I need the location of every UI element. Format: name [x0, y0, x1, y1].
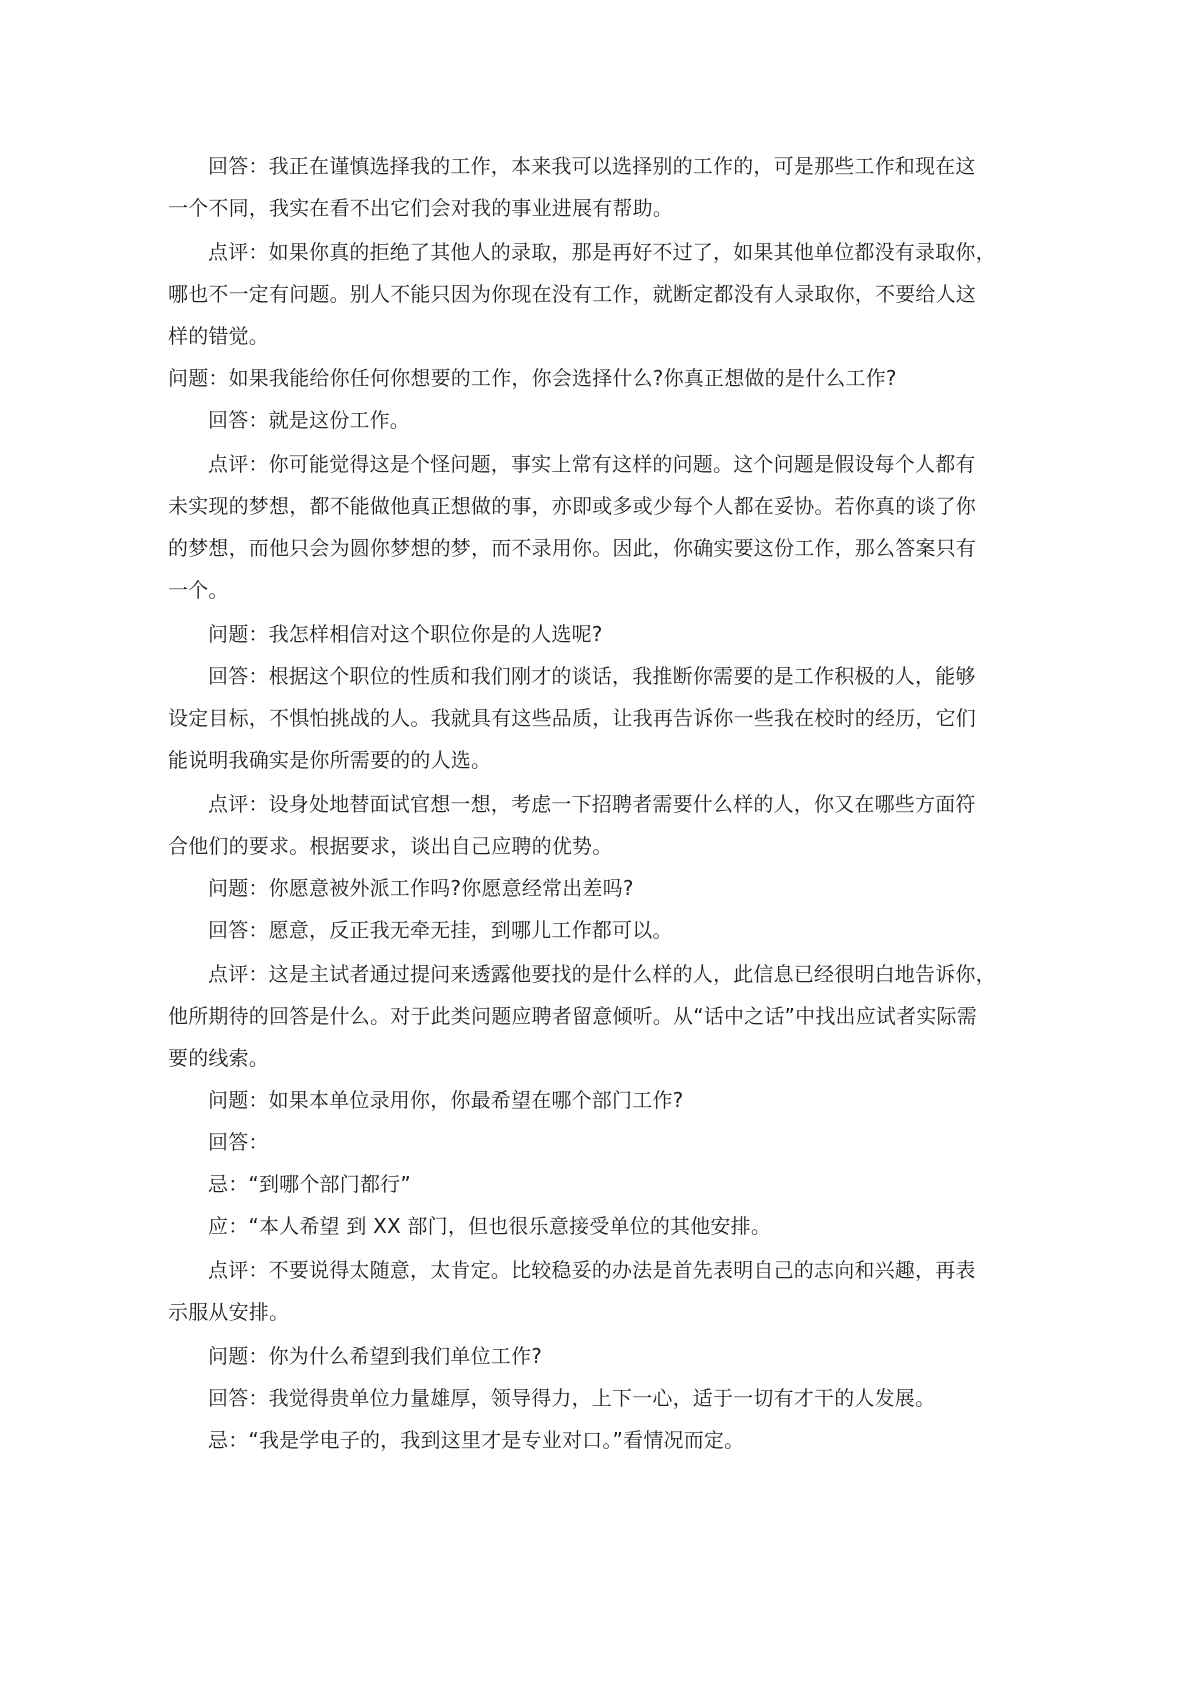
paragraph-line: 问题：我怎样相信对这个职位你是的人选呢? — [208, 622, 603, 646]
paragraph-line: 问题：你愿意被外派工作吗?你愿意经常出差吗? — [208, 876, 634, 900]
paragraph-line: 回答： — [208, 1130, 269, 1154]
paragraph-line: 点评：你可能觉得这是个怪问题，事实上常有这样的问题。这个问题是假设每个人都有 — [208, 452, 976, 476]
paragraph-line: 问题：你为什么希望到我们单位工作? — [208, 1344, 543, 1368]
paragraph-line: 一个。 — [168, 578, 229, 602]
paragraph-line: 点评：不要说得太随意，太肯定。比较稳妥的办法是首先表明自己的志向和兴趣，再表 — [208, 1258, 976, 1282]
paragraph-line: 示服从安排。 — [168, 1300, 290, 1324]
paragraph-line: 设定目标，不惧怕挑战的人。我就具有这些品质，让我再告诉你一些我在校时的经历，它们 — [168, 706, 976, 730]
paragraph-line: 回答：我觉得贵单位力量雄厚，领导得力，上下一心，适于一切有才干的人发展。 — [208, 1386, 936, 1410]
paragraph-line: 合他们的要求。根据要求，谈出自己应聘的优势。 — [168, 834, 613, 858]
paragraph-line: 问题：如果本单位录用你，你最希望在哪个部门工作? — [208, 1088, 684, 1112]
paragraph-line: 忌：“到哪个部门都行” — [208, 1172, 411, 1196]
paragraph-line: 一个不同，我实在看不出它们会对我的事业进展有帮助。 — [168, 196, 673, 220]
paragraph-line: 能说明我确实是你所需要的的人选。 — [168, 748, 492, 772]
paragraph-line: 问题：如果我能给你任何你想要的工作，你会选择什么?你真正想做的是什么工作? — [168, 366, 897, 390]
paragraph-line: 点评：这是主试者通过提问来透露他要找的是什么样的人，此信息已经很明白地告诉你， — [208, 962, 996, 986]
paragraph-line: 的梦想，而他只会为圆你梦想的梦，而不录用你。因此，你确实要这份工作，那么答案只有 — [168, 536, 976, 560]
paragraph-line: 他所期待的回答是什么。对于此类问题应聘者留意倾听。从“话中之话”中找出应试者实际需 — [168, 1004, 977, 1028]
paragraph-line: 回答：就是这份工作。 — [208, 408, 410, 432]
paragraph-line: 应：“本人希望 到 XX 部门，但也很乐意接受单位的其他安排。 — [208, 1214, 772, 1238]
paragraph-line: 回答：根据这个职位的性质和我们刚才的谈话，我推断你需要的是工作积极的人，能够 — [208, 664, 976, 688]
paragraph-line: 回答：愿意，反正我无牵无挂，到哪儿工作都可以。 — [208, 918, 673, 942]
paragraph-line: 点评：如果你真的拒绝了其他人的录取，那是再好不过了，如果其他单位都没有录取你， — [208, 240, 996, 264]
paragraph-line: 样的错觉。 — [168, 324, 269, 348]
paragraph-line: 忌：“我是学电子的，我到这里才是专业对口。”看情况而定。 — [208, 1428, 745, 1452]
paragraph-line: 未实现的梦想，都不能做他真正想做的事，亦即或多或少每个人都在妥协。若你真的谈了你 — [168, 494, 976, 518]
paragraph-line: 要的线索。 — [168, 1046, 269, 1070]
paragraph-line: 回答：我正在谨慎选择我的工作，本来我可以选择别的工作的，可是那些工作和现在这 — [208, 154, 976, 178]
paragraph-line: 点评：设身处地替面试官想一想，考虑一下招聘者需要什么样的人，你又在哪些方面符 — [208, 792, 976, 816]
paragraph-line: 哪也不一定有问题。别人不能只因为你现在没有工作，就断定都没有人录取你，不要给人这 — [168, 282, 976, 306]
